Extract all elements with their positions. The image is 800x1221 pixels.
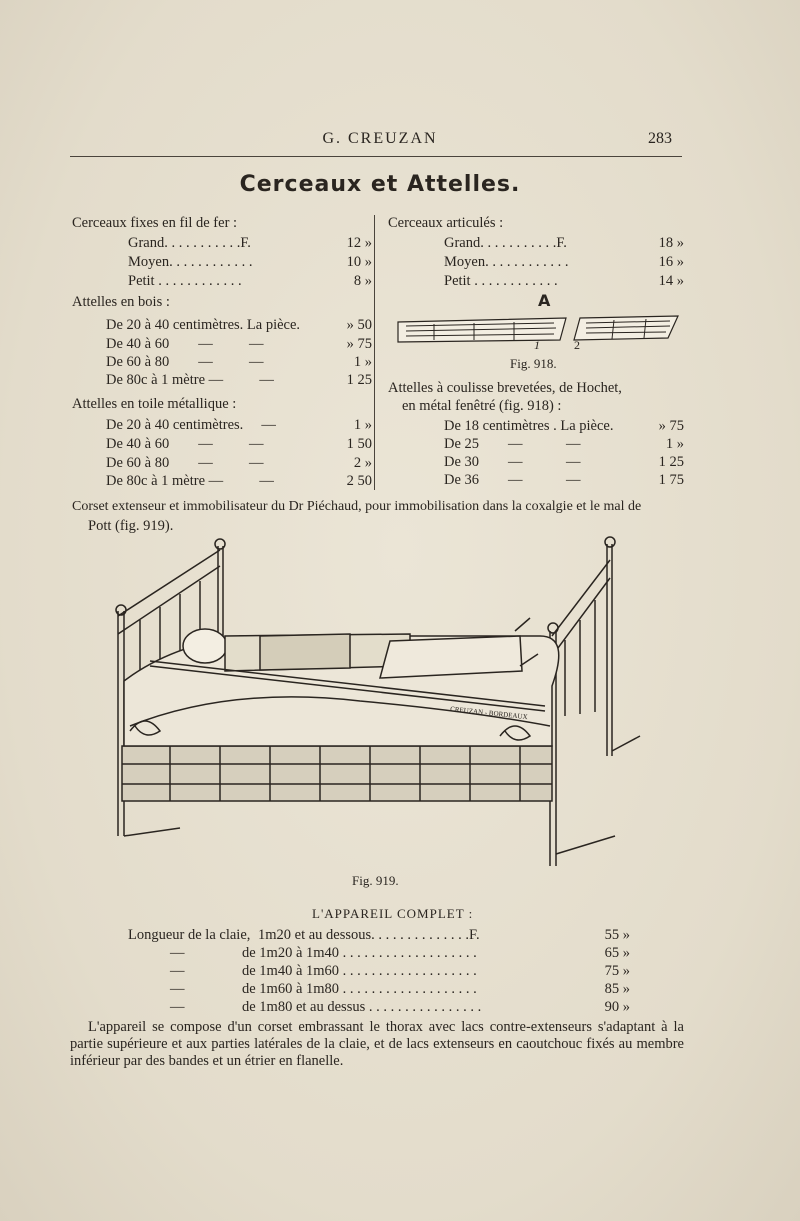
figure-919-caption: Fig. 919. — [352, 873, 399, 888]
list-item-price: 1 75 — [658, 472, 684, 488]
list-item-label: Petit . . . . . . . . . . . . — [444, 273, 558, 289]
corset-line1: Corset extenseur et immobilisateur du Dr Piéchaud, pour immobilisation dans la coxalgie et le mal de — [72, 499, 642, 514]
list-item-label: De 18 centimètres . La pièce. — [444, 418, 614, 434]
list-item-price: 1 » — [353, 417, 372, 433]
appareil-row-price: 65 » — [604, 945, 630, 961]
list-item-price: 2 50 — [346, 473, 372, 489]
list-item-price: 1 » — [665, 436, 684, 452]
list-item-price: » 75 — [658, 418, 684, 434]
coulisse-heading-line2: en métal fenêtré (fig. 918) : — [402, 398, 562, 414]
appareil-row-prefix: — — [170, 945, 185, 961]
coulisse-heading-line1: Attelles à coulisse brevetées, de Hochet, — [388, 380, 622, 396]
appareil-row-prefix: — — [170, 963, 185, 979]
bed-illustration — [110, 536, 650, 871]
appareil-heading: L'APPAREIL COMPLET : — [312, 906, 474, 921]
list-item-label: De 20 à 40 centimètres. La pièce. — [106, 317, 301, 333]
list-item-label: De 30 — — — [444, 454, 581, 470]
header-rule — [70, 156, 682, 157]
figure-918-num1: 1 — [534, 338, 540, 352]
list-item-price: 8 » — [353, 273, 372, 289]
list-item-price: 10 » — [346, 254, 372, 270]
appareil-row-price: 75 » — [604, 963, 630, 979]
running-header-title: G. CREUZAN — [322, 130, 438, 147]
list-item-price: 1 50 — [346, 436, 372, 452]
closing-paragraph: L'appareil se compose d'un corset embrassant le thorax avec lacs contre-extenseurs s'adaptant à la partie supérieure et aux parties latérales de la claie, et de lacs extenseurs en caoutchouc fixés au membre inférieur par des bandes et un étrier en flanelle. — [70, 1019, 684, 1069]
list-item-price: 1 25 — [658, 454, 684, 470]
list-item-price: 1 25 — [346, 372, 372, 388]
list-item-label: De 25 — — — [444, 436, 581, 452]
list-item-price: 1 » — [353, 354, 372, 370]
appareil-row-prefix: — — [170, 981, 185, 997]
appareil-row-price: 85 » — [604, 981, 630, 997]
cerceaux-fixes-heading: Cerceaux fixes en fil de fer : — [72, 215, 238, 231]
list-item-price: 12 » — [346, 235, 372, 251]
appareil-row-price: 55 » — [604, 927, 630, 943]
cerceaux-articules-heading: Cerceaux articulés : — [388, 215, 504, 231]
list-item-label: De 80c à 1 mètre — — — [106, 372, 274, 388]
figure-918-num2: 2 — [574, 338, 580, 352]
bed-maker-label: CREUZAN - BORDEAUX — [449, 705, 528, 722]
attelles-toile-heading: Attelles en toile métallique : — [72, 396, 237, 412]
list-item-price: » 50 — [346, 317, 372, 333]
list-item-price: 14 » — [658, 273, 684, 289]
section-title: Cerceaux et Attelles. — [239, 172, 521, 197]
figure-918-letter: A — [538, 291, 551, 310]
appareil-row-label: 1m20 et au dessous. . . . . . . . . . . . . .F. — [258, 927, 480, 943]
figure-918-caption: Fig. 918. — [510, 356, 557, 371]
list-item-price: 16 » — [658, 254, 684, 270]
list-item-label: Moyen. . . . . . . . . . . . — [444, 254, 569, 270]
appareil-row-label: de 1m40 à 1m60 . . . . . . . . . . . . . . . . . . . — [242, 963, 477, 979]
list-item-label: De 40 à 60 — — — [106, 336, 264, 352]
list-item-label: Petit . . . . . . . . . . . . — [128, 273, 242, 289]
list-item-label: De 40 à 60 — — — [106, 436, 264, 452]
list-item-label: Grand. . . . . . . . . . .F. — [444, 235, 567, 251]
appareil-row-label: de 1m60 à 1m80 . . . . . . . . . . . . . . . . . . . — [242, 981, 477, 997]
list-item-label: De 60 à 80 — — — [106, 354, 264, 370]
list-item-price: 18 » — [658, 235, 684, 251]
list-item-price: » 75 — [346, 336, 372, 352]
list-item-label: De 36 — — — [444, 472, 581, 488]
attelles-bois-heading: Attelles en bois : — [72, 294, 170, 310]
appareil-row-price: 90 » — [604, 999, 630, 1015]
list-item-label: De 80c à 1 mètre — — — [106, 473, 274, 489]
appareil-row-prefix: Longueur de la claie, — [128, 927, 251, 943]
corset-line2: Pott (fig. 919). — [88, 518, 174, 534]
appareil-row-label: de 1m80 et au dessus . . . . . . . . . . . . . . . . — [242, 999, 482, 1015]
list-item-price: 2 » — [353, 455, 372, 471]
list-item-label: De 20 à 40 centimètres. — — [106, 417, 276, 433]
page-number: 283 — [648, 130, 672, 147]
list-item-label: Grand. . . . . . . . . . .F. — [128, 235, 251, 251]
column-divider — [374, 215, 375, 490]
list-item-label: Moyen. . . . . . . . . . . . — [128, 254, 253, 270]
appareil-row-label: de 1m20 à 1m40 . . . . . . . . . . . . . . . . . . . — [242, 945, 477, 961]
list-item-label: De 60 à 80 — — — [106, 455, 264, 471]
appareil-row-prefix: — — [170, 999, 185, 1015]
